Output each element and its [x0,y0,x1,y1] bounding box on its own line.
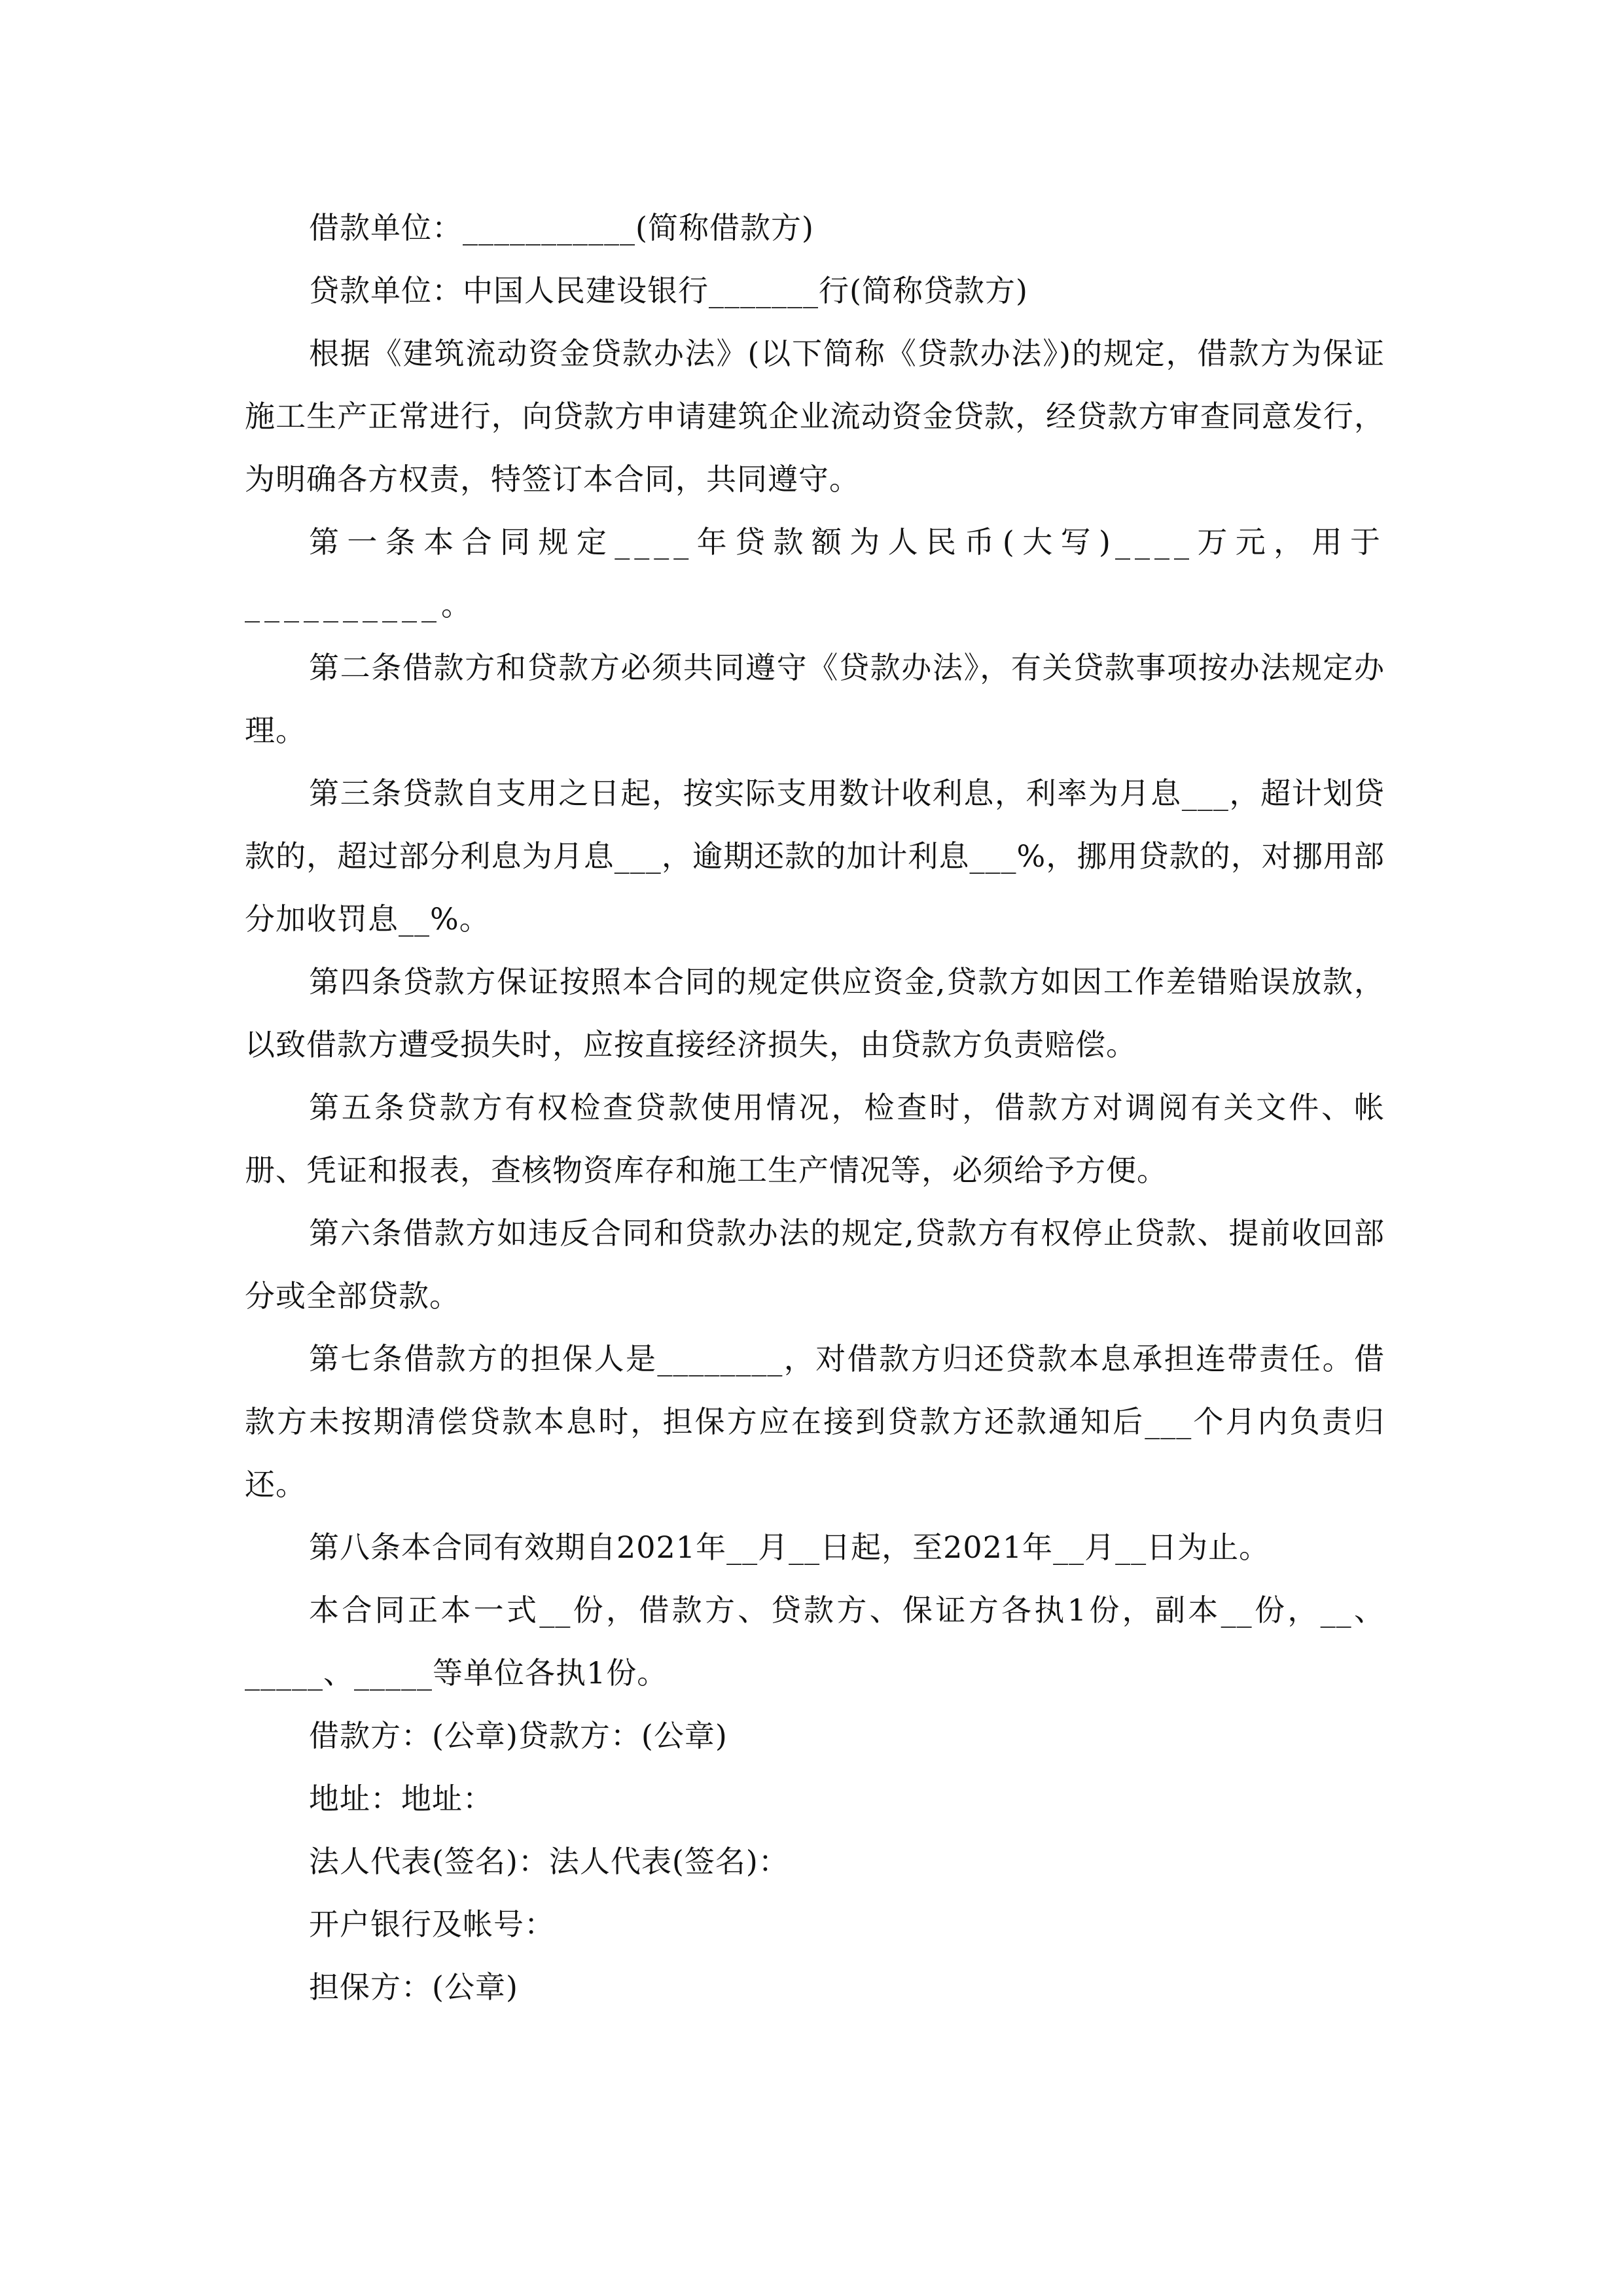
preamble-paragraph: 根据《建筑流动资金贷款办法》(以下简称《贷款办法》)的规定，借款方为保证施工生产正常进行，向贷款方申请建筑企业流动资金贷款，经贷款方审查同意发行，为明确各方权责，特签订本合同，共同遵守。 [245,336,1385,497]
article-2: 第二条借款方和贷款方必须共同遵守《贷款办法》，有关贷款事项按办法规定办理。 [245,650,1385,748]
signature-parties: 借款方：(公章)贷款方：(公章) [309,1718,728,1753]
article-5: 第五条贷款方有权检查贷款使用情况，检查时，借款方对调阅有关文件、帐册、凭证和报表，查核物资库存和施工生产情况等，必须给予方便。 [245,1090,1385,1188]
signature-guarantor: 担保方：(公章) [309,1969,518,2005]
borrower-unit-line: 借款单位：___________(简称借款方) [309,210,814,245]
signature-bank-account: 开户银行及帐号： [309,1907,555,1942]
signature-address: 地址：地址： [309,1781,493,1816]
lender-unit-line: 贷款单位：中国人民建设银行_______行(简称贷款方) [309,273,1028,308]
article-8: 第八条本合同有效期自2021年__月__日起，至2021年__月__日为止。 [309,1530,1270,1565]
contract-body [245,196,1385,2018]
article-1: 第一条本合同规定____年贷款额为人民币(大写)____万元，用于__________。 [245,524,1385,622]
article-7: 第七条借款方的担保人是________，对借款方归还贷款本息承担连带责任。借款方未按期清偿贷款本息时，担保方应在接到贷款方还款通知后___个月内负责归还。 [245,1341,1385,1502]
article-3: 第三条贷款自支用之日起，按实际支用数计收利息，利率为月息___，超计划贷款的，超过部分利息为月息___，逾期还款的加计利息___%，挪用贷款的，对挪用部分加收罚息__%。 [245,776,1385,937]
article-4: 第四条贷款方保证按照本合同的规定供应资金,贷款方如因工作差错贻误放款，以致借款方遭受损失时，应按直接经济损失，由贷款方负责赔偿。 [245,964,1385,1062]
copies-clause: 本合同正本一式__份，借款方、贷款方、保证方各执1份，副本__份，__、_____、_____等单位各执1份。 [245,1592,1385,1691]
signature-legal-rep: 法人代表(签名)：法人代表(签名)： [309,1844,789,1879]
article-6: 第六条借款方如违反合同和贷款办法的规定,贷款方有权停止贷款、提前收回部分或全部贷款。 [245,1215,1385,1314]
